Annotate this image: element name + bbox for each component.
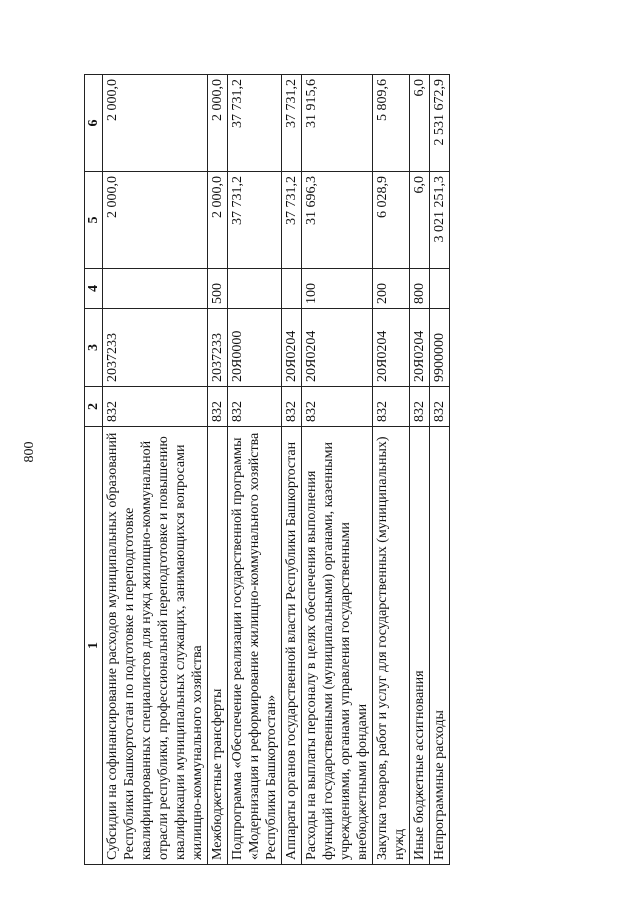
row-amount-2: 37 731,2 <box>228 75 282 172</box>
table-row <box>410 75 430 865</box>
row-name: Иные бюджетные ассигнования <box>410 427 430 865</box>
row-amount-2: 5 809,6 <box>373 75 410 172</box>
row-name: Аппараты органов государственной власти Республики Башкортостан <box>282 427 302 865</box>
row-expense-type: 800 <box>410 269 430 309</box>
table-row <box>373 75 410 865</box>
row-amount-1: 6 028,9 <box>373 172 410 269</box>
row-ministry-code: 832 <box>430 387 450 427</box>
budget-table <box>84 74 450 865</box>
row-expense-type: 200 <box>373 269 410 309</box>
table-row <box>430 75 450 865</box>
table-row <box>228 75 282 865</box>
row-name: Непрограммные расходы <box>430 427 450 865</box>
column-header: 1 <box>85 427 103 865</box>
row-name: Межбюджетные трансферты <box>208 427 228 865</box>
row-target-code: 20Я0204 <box>302 309 373 387</box>
row-ministry-code: 832 <box>282 387 302 427</box>
row-target-code: 2037233 <box>208 309 228 387</box>
column-header: 4 <box>85 269 103 309</box>
column-header: 5 <box>85 172 103 269</box>
column-header: 3 <box>85 309 103 387</box>
row-amount-1: 37 731,2 <box>228 172 282 269</box>
row-amount-1: 3 021 251,3 <box>430 172 450 269</box>
row-expense-type <box>282 269 302 309</box>
row-expense-type <box>103 269 208 309</box>
table-header-row <box>85 75 103 865</box>
row-expense-type <box>228 269 282 309</box>
table-row <box>103 75 208 865</box>
row-amount-1: 2 000,0 <box>208 172 228 269</box>
row-amount-1: 6,0 <box>410 172 430 269</box>
row-name: Расходы на выплаты персоналу в целях обеспечения выполнения функций государственными (муниципальными) органами, казенными учреждениями, органами управления государственными внебюджетными фондами <box>302 427 373 865</box>
row-ministry-code: 832 <box>373 387 410 427</box>
row-amount-1: 31 696,3 <box>302 172 373 269</box>
row-amount-1: 37 731,2 <box>282 172 302 269</box>
column-header: 6 <box>85 75 103 172</box>
row-expense-type: 100 <box>302 269 373 309</box>
row-name: Закупка товаров, работ и услуг для государственных (муниципальных) нужд <box>373 427 410 865</box>
column-header: 2 <box>85 387 103 427</box>
row-target-code: 20Я0204 <box>410 309 430 387</box>
row-ministry-code: 832 <box>302 387 373 427</box>
row-expense-type <box>430 269 450 309</box>
row-name: Подпрограмма «Обеспечение реализации государственной программы «Модернизация и реформирование жилищно-коммунального хозяйства Республики Башкортостан» <box>228 427 282 865</box>
table-row <box>302 75 373 865</box>
row-ministry-code: 832 <box>228 387 282 427</box>
row-amount-1: 2 000,0 <box>103 172 208 269</box>
row-target-code: 9900000 <box>430 309 450 387</box>
row-ministry-code: 832 <box>103 387 208 427</box>
table-row <box>208 75 228 865</box>
row-amount-2: 2 000,0 <box>208 75 228 172</box>
row-amount-2: 31 915,6 <box>302 75 373 172</box>
row-target-code: 2037233 <box>103 309 208 387</box>
row-target-code: 20Я0204 <box>373 309 410 387</box>
row-expense-type: 500 <box>208 269 228 309</box>
row-ministry-code: 832 <box>208 387 228 427</box>
table-row <box>282 75 302 865</box>
row-target-code: 20Я0000 <box>228 309 282 387</box>
row-ministry-code: 832 <box>410 387 430 427</box>
row-amount-2: 37 731,2 <box>282 75 302 172</box>
budget-table-container <box>84 75 566 865</box>
page-number: 800 <box>22 441 37 463</box>
row-name: Субсидии на софинансирование расходов муниципальных образований Республики Башкортостан по подготовке и переподготовке квалифицированных специалистов для нужд жилищно-коммунальной отрасли республики, профессиональной переподготовке и повышению квалификации муниципальных служащих, занимающихся вопросами жилищно-коммунального хозяйства <box>103 427 208 865</box>
row-target-code: 20Я0204 <box>282 309 302 387</box>
row-amount-2: 6,0 <box>410 75 430 172</box>
row-amount-2: 2 531 672,9 <box>430 75 450 172</box>
row-amount-2: 2 000,0 <box>103 75 208 172</box>
